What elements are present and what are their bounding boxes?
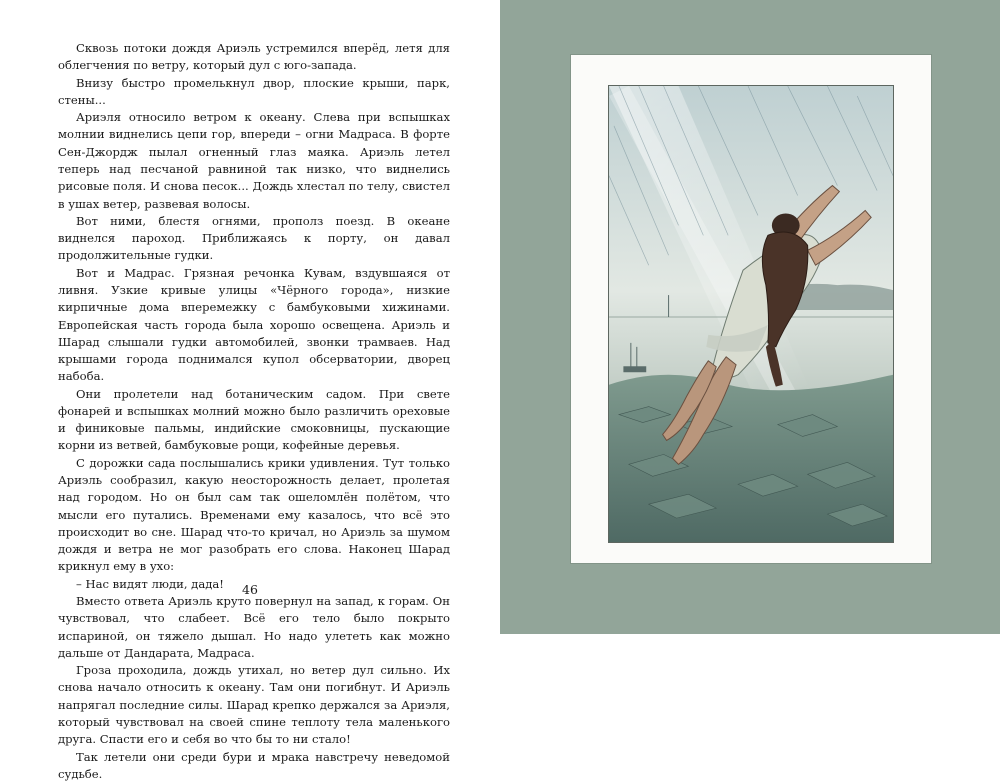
paragraph: Внизу быстро промелькнул двор, плоские крыши, парк, стены...: [58, 75, 450, 107]
paragraph: С дорожки сада послышались крики удивления. Тут только Ариэль сообразил, какую неосторожность делает, пролетая над городом. Но он был сам так ошеломлён полётом, что мысли его путались. Временами ему казалось, что всё это происходит во сне. Шарад что-то кричал, но Ариэль за шумом дождя и ветра не мог разобрать его слова. Наконец Шарад крикнул ему в ухо:: [58, 455, 450, 574]
right-page: [500, 0, 1000, 634]
paragraph: Вот ними, блестя огнями, прополз поезд. В океане виднелся пароход. Приближаясь к порту, он давал продолжительные гудки.: [58, 213, 450, 263]
illustration-flying-figures: [608, 85, 894, 543]
paragraph: Вместо ответа Ариэль круто повернул на запад, к горам. Он чувствовал, что слабеет. Всё его тело было покрыто испариной, он тяжело дышал. Но надо улететь как можно дальше от Дандарата, Мадраса.: [58, 594, 450, 660]
paragraph: Сквозь потоки дождя Ариэль устремился вперёд, летя для облегчения по ветру, который дул с юго-запада.: [58, 41, 450, 73]
paragraph: Так летели они среди бури и мрака навстречу неведомой судьбе.: [58, 749, 450, 781]
paragraph: Вот и Мадрас. Грязная речонка Кувам, вздувшаяся от ливня. Узкие кривые улицы «Чёрного города», низкие кирпичные дома вперемежку с бамбуковыми хижинами. Европейская часть города была хорошо освещена. Ариэль и Шарад слышали гудки автомобилей, звонки трамваев. Над крышами города поднимался купол обсерватории, дворец набоба.: [58, 265, 450, 384]
paragraph: – Нас видят люди, дада!: [76, 576, 224, 591]
illustration-artwork: [609, 86, 893, 542]
illustration-mat: [571, 55, 931, 563]
paragraph: Гроза проходила, дождь утихал, но ветер дул сильно. Их снова начало относить к океану. Там они погибнут. И Ариэль напрягал последние силы. Шарад крепко держался за Ариэля, который чувствовал на своей спине теплоту тела маленького друга. Спасти его и себя во что бы то ни стало!: [58, 663, 450, 747]
text-block: [58, 40, 450, 783]
left-page: [0, 0, 500, 781]
paragraph: Ариэля относило ветром к океану. Слева при вспышках молнии виднелись цепи гор, впереди – огни Мадраса. В форте Сен-Джордж пылал огненный глаз маяка. Ариэль летел теперь над песчаной равниной так низко, что виднелись рисовые поля. И снова песок... Дождь хлестал по телу, свистел в ушах ветер, развевая волосы.: [58, 110, 450, 211]
page-number: 46: [242, 582, 258, 597]
paragraph: Они пролетели над ботаническим садом. При свете фонарей и вспышках молний можно было различить ореховые и финиковые пальмы, индийские смоковницы, пускающие корни из ветвей, бамбуковые рощи, кофейные деревья.: [58, 386, 450, 453]
